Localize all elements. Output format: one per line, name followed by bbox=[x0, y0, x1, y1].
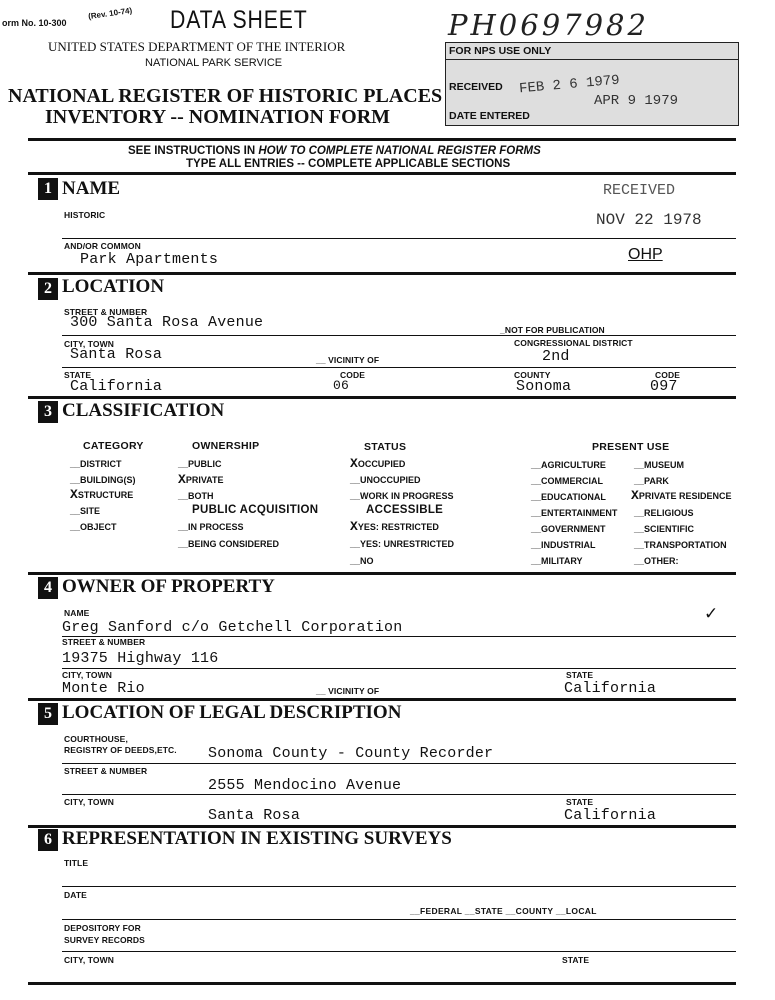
section-3-rule bbox=[28, 572, 736, 575]
received-date-stamp: NOV 22 1978 bbox=[596, 211, 702, 229]
register-title-line2: INVENTORY -- NOMINATION FORM bbox=[45, 106, 391, 128]
use-scientific: __SCIENTIFIC bbox=[634, 524, 695, 534]
legal-street-value: 2555 Mendocino Avenue bbox=[208, 777, 402, 794]
check-tick-icon: ✓ bbox=[704, 604, 719, 623]
courthouse-label-1: COURTHOUSE, bbox=[64, 734, 128, 744]
historic-rule bbox=[62, 238, 736, 239]
acquisition-being-considered: __BEING CONSIDERED bbox=[178, 539, 280, 549]
accessible-unrestricted: __YES: UNRESTRICTED bbox=[350, 539, 455, 549]
owner-city-value: Monte Rio bbox=[62, 680, 145, 697]
section-2-rule bbox=[28, 396, 736, 399]
accessible-header: ACCESSIBLE bbox=[366, 504, 444, 516]
county-code-value: 097 bbox=[650, 378, 678, 395]
nps-use-box bbox=[445, 42, 739, 126]
common-name-value: Park Apartments bbox=[80, 251, 219, 268]
city-label: CITY, TOWN bbox=[64, 339, 114, 349]
ownership-header: OWNERSHIP bbox=[192, 440, 260, 452]
ownership-private: XPRIVATE bbox=[178, 472, 224, 487]
city-rule bbox=[62, 367, 736, 368]
survey-date-label: DATE bbox=[64, 890, 87, 900]
city-value: Santa Rosa bbox=[70, 346, 163, 363]
section-6-number: 6 bbox=[38, 829, 58, 851]
acquisition-in-process: __IN PROCESS bbox=[178, 522, 244, 532]
courthouse-rule bbox=[62, 763, 736, 764]
street-value: 300 Santa Rosa Avenue bbox=[70, 314, 264, 331]
use-entertainment: __ENTERTAINMENT bbox=[531, 508, 618, 518]
section-1-title: NAME bbox=[62, 178, 121, 199]
instructions-line2: TYPE ALL ENTRIES -- COMPLETE APPLICABLE SECTIONS bbox=[186, 158, 511, 170]
ohp-mark: OHP bbox=[628, 246, 663, 263]
received-label: RECEIVED bbox=[449, 81, 503, 93]
depository-label-1: DEPOSITORY FOR bbox=[64, 923, 141, 933]
category-site: __SITE bbox=[70, 506, 101, 516]
use-private-residence: XPRIVATE RESIDENCE bbox=[631, 488, 732, 503]
owner-name-label: NAME bbox=[64, 608, 90, 618]
use-agriculture: __AGRICULTURE bbox=[531, 460, 606, 470]
congress-value: 2nd bbox=[542, 348, 570, 365]
depository-label-2: SURVEY RECORDS bbox=[64, 935, 145, 945]
use-museum: __MUSEUM bbox=[634, 460, 685, 470]
section-4-number: 4 bbox=[38, 577, 58, 599]
accessible-restricted: XYES: RESTRICTED bbox=[350, 519, 439, 534]
legal-street-label: STREET & NUMBER bbox=[64, 766, 148, 776]
received-stamp: FEB 2 6 1979 bbox=[518, 72, 621, 98]
category-district: __DISTRICT bbox=[70, 459, 122, 469]
use-educational: __EDUCATIONAL bbox=[531, 492, 606, 502]
county-label: COUNTY bbox=[514, 370, 551, 380]
state-code-value: 06 bbox=[333, 378, 350, 393]
section-2-title: LOCATION bbox=[62, 276, 165, 297]
section-1-rule bbox=[28, 272, 736, 275]
section-4-rule bbox=[28, 698, 736, 701]
street-label: STREET & NUMBER bbox=[64, 307, 148, 317]
use-other: __OTHER: bbox=[634, 556, 679, 566]
county-code-label: CODE bbox=[655, 370, 680, 380]
use-religious: __RELIGIOUS bbox=[634, 508, 694, 518]
category-header: CATEGORY bbox=[83, 440, 144, 452]
vicinity-label: __ VICINITY OF bbox=[316, 355, 380, 365]
owner-name-value: Greg Sanford c/o Getchell Corporation bbox=[62, 619, 403, 636]
legal-city-value: Santa Rosa bbox=[208, 807, 301, 824]
common-name-label: AND/OR COMMON bbox=[64, 241, 141, 251]
section-4-title: OWNER OF PROPERTY bbox=[62, 576, 275, 597]
section-3-number: 3 bbox=[38, 401, 58, 423]
owner-vicinity-label: __ VICINITY OF bbox=[316, 686, 380, 696]
category-structure: XSTRUCTURE bbox=[70, 487, 134, 502]
acquisition-header: PUBLIC ACQUISITION bbox=[192, 504, 319, 516]
survey-levels: __FEDERAL __STATE __COUNTY __LOCAL bbox=[410, 906, 597, 916]
status-occupied: XOCCUPIED bbox=[350, 456, 406, 471]
congress-label: CONGRESSIONAL DISTRICT bbox=[514, 338, 633, 348]
ownership-public: __PUBLIC bbox=[178, 459, 222, 469]
use-commercial: __COMMERCIAL bbox=[531, 476, 604, 486]
category-buildings: __BUILDING(S) bbox=[70, 475, 136, 485]
status-header: STATUS bbox=[364, 441, 407, 453]
second-date-stamp: APR 9 1979 bbox=[594, 93, 679, 109]
owner-street-label: STREET & NUMBER bbox=[62, 637, 146, 647]
legal-state-value: California bbox=[564, 807, 657, 824]
data-sheet-title: DATA SHEET bbox=[170, 6, 308, 34]
section-1-number: 1 bbox=[38, 178, 58, 200]
header-rule bbox=[28, 138, 736, 141]
section-5-number: 5 bbox=[38, 703, 58, 725]
instructions-line1: SEE INSTRUCTIONS IN HOW TO COMPLETE NATIONAL REGISTER FORMS bbox=[128, 145, 541, 157]
section-6-title: REPRESENTATION IN EXISTING SURVEYS bbox=[62, 828, 452, 849]
state-label: STATE bbox=[64, 370, 92, 380]
owner-city-label: CITY, TOWN bbox=[62, 670, 112, 680]
street-rule bbox=[62, 335, 736, 336]
owner-name-rule bbox=[62, 636, 736, 637]
date-entered-label: DATE ENTERED bbox=[449, 110, 530, 122]
ownership-both: __BOTH bbox=[178, 491, 214, 501]
survey-city-label: CITY, TOWN bbox=[64, 955, 114, 965]
handwritten-reference: PH0697982 bbox=[448, 8, 649, 42]
status-unoccupied: __UNOCCUPIED bbox=[350, 475, 421, 485]
depository-rule bbox=[62, 951, 736, 952]
owner-street-value: 19375 Highway 116 bbox=[62, 650, 219, 667]
use-industrial: __INDUSTRIAL bbox=[531, 540, 596, 550]
survey-state-label: STATE bbox=[562, 955, 590, 965]
present-use-header: PRESENT USE bbox=[592, 441, 670, 453]
owner-state-value: California bbox=[564, 680, 657, 697]
received-stamp-ohp: RECEIVED bbox=[603, 182, 676, 199]
status-work-in-progress: __WORK IN PROGRESS bbox=[350, 491, 454, 501]
section-3-title: CLASSIFICATION bbox=[62, 400, 225, 421]
department-name: UNITED STATES DEPARTMENT OF THE INTERIOR bbox=[48, 39, 346, 54]
accessible-no: __NO bbox=[350, 556, 374, 566]
category-object: __OBJECT bbox=[70, 522, 117, 532]
section-6-rule bbox=[28, 982, 736, 985]
owner-street-rule bbox=[62, 668, 736, 669]
owner-state-label: STATE bbox=[566, 670, 594, 680]
state-value: California bbox=[70, 378, 163, 395]
nps-box-divider bbox=[446, 59, 738, 60]
instructions-rule bbox=[28, 172, 736, 175]
survey-date-rule bbox=[62, 919, 736, 920]
service-name: NATIONAL PARK SERVICE bbox=[145, 57, 283, 69]
legal-street-rule bbox=[62, 794, 736, 795]
legal-city-label: CITY, TOWN bbox=[64, 797, 114, 807]
use-government: __GOVERNMENT bbox=[531, 524, 606, 534]
nps-use-label: FOR NPS USE ONLY bbox=[449, 45, 552, 57]
section-5-title: LOCATION OF LEGAL DESCRIPTION bbox=[62, 702, 402, 723]
form-revision: (Rev. 10-74) bbox=[87, 5, 133, 22]
survey-title-label: TITLE bbox=[64, 858, 89, 868]
not-for-publication: _NOT FOR PUBLICATION bbox=[500, 325, 605, 335]
section-2-number: 2 bbox=[38, 278, 58, 300]
register-title-line1: NATIONAL REGISTER OF HISTORIC PLACES bbox=[8, 85, 443, 107]
state-code-label: CODE bbox=[340, 370, 365, 380]
historic-label: HISTORIC bbox=[64, 210, 106, 220]
survey-title-rule bbox=[62, 886, 736, 887]
use-military: __MILITARY bbox=[531, 556, 583, 566]
courthouse-label-2: REGISTRY OF DEEDS,ETC. bbox=[64, 745, 177, 755]
courthouse-value: Sonoma County - County Recorder bbox=[208, 745, 494, 762]
county-value: Sonoma bbox=[516, 378, 572, 395]
use-park: __PARK bbox=[634, 476, 669, 486]
legal-state-label: STATE bbox=[566, 797, 594, 807]
form-number: orm No. 10-300 bbox=[2, 18, 67, 28]
use-transportation: __TRANSPORTATION bbox=[634, 540, 727, 550]
